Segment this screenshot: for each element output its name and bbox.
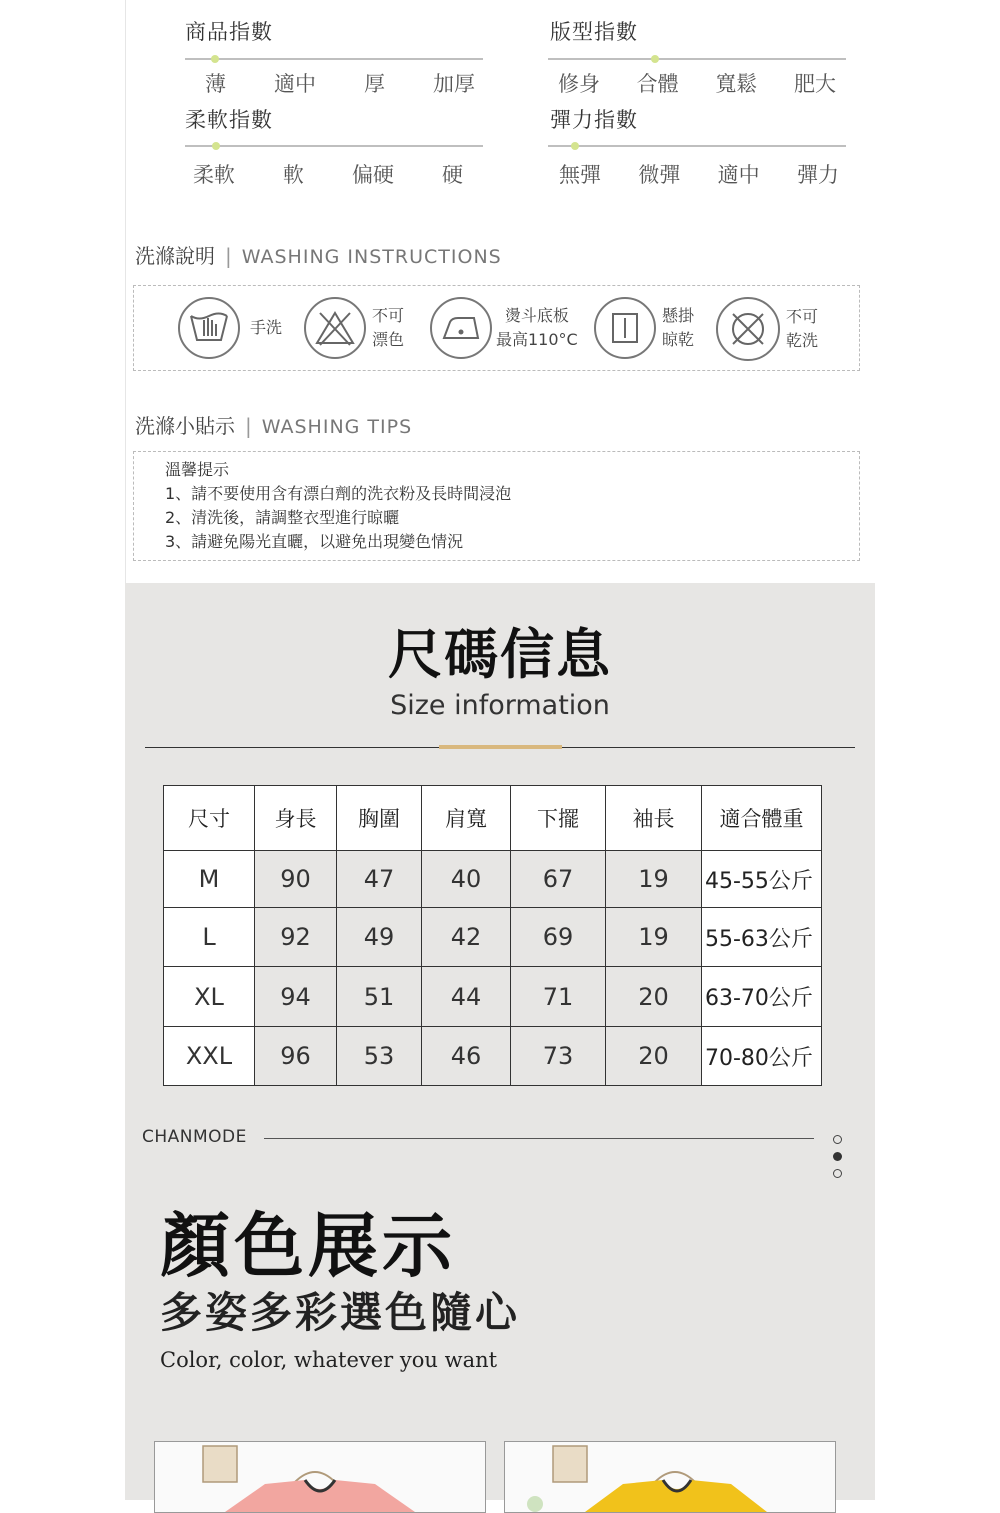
table-cell: M <box>164 851 255 908</box>
table-cell: 44 <box>422 967 511 1027</box>
table-cell: 67 <box>511 851 606 908</box>
wash-label: 晾乾 <box>662 330 695 349</box>
tips-title-en: WASHING TIPS <box>261 416 413 438</box>
table-header: 袖長 <box>606 786 702 851</box>
soft-index-label: 軟 <box>283 163 304 187</box>
table-cell: 49 <box>337 908 422 967</box>
wash-label: 漂色 <box>372 330 405 349</box>
product-index-label: 適中 <box>274 72 316 96</box>
product-index-label: 加厚 <box>433 72 475 96</box>
stretch-index-marker <box>571 142 579 150</box>
wash-label: 不可 <box>786 307 819 326</box>
table-cell: XXL <box>164 1027 255 1086</box>
fit-index-label: 肥大 <box>793 72 836 96</box>
table-header: 肩寬 <box>422 786 511 851</box>
soft-index-label: 硬 <box>442 163 463 187</box>
stretch-index-scale <box>548 145 846 147</box>
product-index-label: 薄 <box>205 72 226 96</box>
wash-item-hand-wash <box>178 297 282 359</box>
no-dry-clean-icon <box>716 297 780 361</box>
table-row <box>164 908 822 967</box>
table-header: 尺寸 <box>164 786 255 851</box>
color-display-english: Color, color, whatever you want <box>160 1348 498 1372</box>
stretch-index-title: 彈力指數 <box>550 108 638 132</box>
table-cell: 47 <box>337 851 422 908</box>
no-bleach-icon <box>304 297 366 359</box>
table-header: 適合體重 <box>702 786 822 851</box>
size-table-header-row <box>164 786 822 851</box>
table-cell: 96 <box>255 1027 337 1086</box>
table-cell: 69 <box>511 908 606 967</box>
table-cell: 19 <box>606 851 702 908</box>
table-cell: 51 <box>337 967 422 1027</box>
table-header: 身長 <box>255 786 337 851</box>
tips-line: 1、請不要使用含有漂白劑的洗衣粉及長時間浸泡 <box>165 484 512 503</box>
wash-label: 燙斗底板 <box>504 306 569 325</box>
wash-label: 最高110°C <box>496 330 578 349</box>
washing-tips-header: 洗滌小貼示 | WASHING TIPS <box>135 414 413 438</box>
fit-index-scale <box>548 58 846 60</box>
table-row <box>164 1027 822 1086</box>
washing-instructions-header: 洗滌說明 | WASHING INSTRUCTIONS <box>135 244 502 268</box>
hand-wash-icon <box>178 297 240 359</box>
color-display-title: 顏色展示 <box>160 1205 456 1287</box>
fit-index-label: 寬鬆 <box>715 72 758 96</box>
table-cell: 53 <box>337 1027 422 1086</box>
wash-label: 手洗 <box>250 318 283 337</box>
stretch-index-label: 微彈 <box>638 163 681 187</box>
hang-dry-icon <box>594 297 656 359</box>
table-cell: 45-55公斤 <box>702 851 822 908</box>
wash-item-iron <box>430 297 578 359</box>
table-cell: 19 <box>606 908 702 967</box>
product-index-title: 商品指數 <box>185 20 273 44</box>
stretch-index-labels <box>559 159 839 189</box>
fit-index-label: 合體 <box>636 72 679 96</box>
table-cell: 90 <box>255 851 337 908</box>
wash-label: 懸掛 <box>662 306 695 325</box>
table-header: 胸圍 <box>337 786 422 851</box>
wash-item-hang-dry <box>594 297 694 359</box>
table-cell: 92 <box>255 908 337 967</box>
table-cell: 40 <box>422 851 511 908</box>
product-index-label: 厚 <box>364 72 385 96</box>
divider-accent <box>439 745 562 749</box>
wash-label: 乾洗 <box>786 331 819 350</box>
soft-index-label: 柔軟 <box>193 163 235 187</box>
table-cell: 71 <box>511 967 606 1027</box>
table-cell: 20 <box>606 1027 702 1086</box>
washing-title-en: WASHING INSTRUCTIONS <box>241 246 502 268</box>
tips-line: 2、清洗後，請調整衣型進行晾曬 <box>165 508 400 527</box>
tips-line: 溫馨提示 <box>165 460 230 479</box>
table-cell: 63-70公斤 <box>702 967 822 1027</box>
pager-dot <box>833 1135 842 1144</box>
pager-dot-active <box>833 1152 842 1161</box>
fit-index-title: 版型指數 <box>550 20 638 44</box>
product-index-labels <box>205 68 475 98</box>
table-cell: XL <box>164 967 255 1027</box>
size-info-subtitle: Size information <box>390 690 610 721</box>
brand-name: CHANMODE <box>142 1127 247 1147</box>
product-photo-pink <box>154 1441 486 1513</box>
wash-item-no-dry-clean <box>716 297 818 361</box>
table-header: 下擺 <box>511 786 606 851</box>
size-table <box>163 785 822 1086</box>
table-cell: 46 <box>422 1027 511 1086</box>
tips-title: 洗滌小貼示 <box>135 414 235 438</box>
color-display-subtitle: 多姿多彩選色隨心 <box>160 1288 521 1337</box>
table-cell: 20 <box>606 967 702 1027</box>
table-cell: 55-63公斤 <box>702 908 822 967</box>
table-cell: 94 <box>255 967 337 1027</box>
table-cell: 42 <box>422 908 511 967</box>
stretch-index-label: 無彈 <box>559 163 601 187</box>
table-cell: 73 <box>511 1027 606 1086</box>
brand-divider <box>264 1138 814 1139</box>
size-info-title: 尺碼信息 <box>388 623 612 686</box>
table-row <box>164 967 822 1027</box>
table-row <box>164 851 822 908</box>
stretch-index-label: 彈力 <box>796 163 839 187</box>
pager-dot <box>833 1169 842 1178</box>
tips-line: 3、請避免陽光直曬，以避免出現變色情況 <box>165 532 464 551</box>
fit-index-label: 修身 <box>558 72 600 96</box>
soft-index-scale <box>185 145 483 147</box>
product-index-marker <box>211 55 219 63</box>
wash-item-no-bleach <box>304 297 404 359</box>
stretch-index-label: 適中 <box>717 163 760 187</box>
fit-index-labels <box>558 68 836 98</box>
table-cell: 70-80公斤 <box>702 1027 822 1086</box>
product-index-scale <box>185 58 483 60</box>
soft-index-labels <box>193 159 463 189</box>
soft-index-title: 柔軟指數 <box>185 108 273 132</box>
table-cell: L <box>164 908 255 967</box>
soft-index-marker <box>212 142 220 150</box>
soft-index-label: 偏硬 <box>352 163 394 187</box>
washing-tips-text <box>165 458 511 554</box>
product-photo-yellow <box>504 1441 836 1513</box>
iron-icon <box>430 297 492 359</box>
fit-index-marker <box>651 55 659 63</box>
washing-title: 洗滌說明 <box>135 244 215 268</box>
wash-label: 不可 <box>372 306 405 325</box>
